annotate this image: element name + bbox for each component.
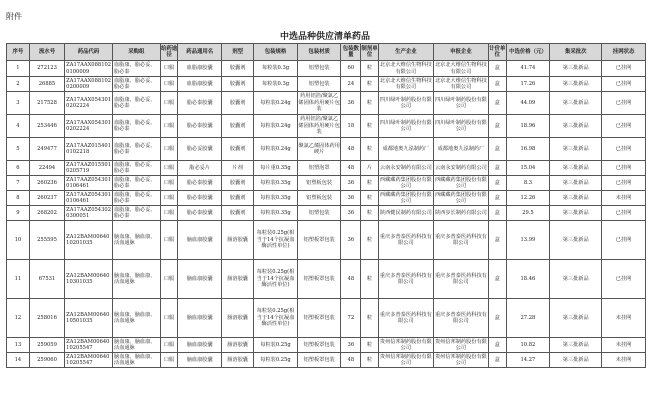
table-row	[7, 61, 646, 77]
cell-qty: 60	[341, 61, 361, 77]
cell-batch: 第三批新品	[550, 161, 602, 176]
table-row	[7, 299, 646, 338]
cell-no: 11	[7, 260, 30, 299]
cell-status: 已挂网	[602, 92, 646, 115]
cell-no: 8	[7, 191, 30, 206]
cell-serial: 67531	[29, 260, 64, 299]
cell-status: 已挂网	[602, 206, 646, 221]
cell-group: 血脂康、脂必妥、脂必泰	[112, 92, 160, 115]
cell-form: 肠溶胶囊	[222, 299, 254, 338]
cell-material: 铝塑板罩包装	[297, 221, 341, 260]
cell-batch: 第三批新品	[550, 221, 602, 260]
cell-status: 已挂网	[602, 115, 646, 138]
cell-batch: 第三批新品	[550, 353, 602, 368]
cell-status: 已挂网	[602, 61, 646, 77]
cell-group: 血脂康、脂必妥、脂必泰	[112, 115, 160, 138]
cell-spec: 每粒装0.25g	[254, 353, 298, 368]
cell-batch: 第三批新品	[550, 260, 602, 299]
cell-code: ZA12BAM0064010501035	[65, 299, 113, 338]
cell-route: 口服	[160, 138, 178, 161]
cell-route: 口服	[160, 115, 178, 138]
col-header: 给药途径	[160, 44, 178, 61]
cell-spec: 每粒装0.3g	[254, 61, 298, 77]
cell-form: 胶囊剂	[222, 77, 254, 92]
cell-qty: 48	[341, 161, 361, 176]
table-row	[7, 191, 646, 206]
cell-status: 已挂网	[602, 77, 646, 92]
cell-unit: 粒	[361, 115, 379, 138]
cell-applicant: 贵州信邦制药股份有限公司	[434, 338, 487, 351]
cell-maker: 云南永安制药有限公司	[378, 161, 433, 176]
cell-spec: 每粒装0.35g	[254, 176, 298, 191]
cell-price: 15.04	[506, 161, 550, 176]
table-row	[7, 115, 646, 138]
cell-price: 18.96	[506, 115, 550, 138]
cell-applicant: 北京北大维信生物科技有限公司	[434, 62, 487, 75]
cell-serial: 268202	[29, 206, 64, 221]
cell-group: 脑血康、脑血康、活血通脉	[112, 299, 160, 338]
col-header: 中选价格（元）	[506, 44, 550, 61]
cell-name: 脑血康胶囊	[178, 260, 222, 299]
cell-batch: 第三批新品	[550, 138, 602, 161]
cell-material: 铝塑板罩包装	[297, 299, 341, 338]
cell-qty: 48	[341, 260, 361, 299]
cell-qty: 18	[341, 115, 361, 138]
cell-price: 29.5	[506, 206, 550, 221]
cell-material: 铝塑包装	[297, 206, 341, 221]
cell-price: 10.82	[506, 338, 550, 353]
cell-no: 12	[7, 299, 30, 338]
cell-price: 41.74	[506, 61, 550, 77]
cell-price: 13.99	[506, 221, 550, 260]
cell-form: 肠溶胶囊	[222, 353, 254, 368]
cell-form: 胶囊剂	[222, 206, 254, 221]
cell-price-unit: 盒	[488, 77, 506, 92]
cell-route: 口服	[160, 221, 178, 260]
cell-form: 肠溶胶囊	[222, 260, 254, 299]
cell-code: ZA17AAX0881020200009	[66, 77, 112, 90]
cell-no: 1	[7, 61, 30, 77]
cell-route: 口服	[160, 161, 178, 176]
cell-unit: 粒	[361, 61, 379, 77]
cell-group: 血脂康、脂必妥、脂必泰	[112, 206, 160, 221]
cell-form: 胶囊剂	[222, 92, 254, 115]
cell-code: ZA12BAM0064010301035	[65, 260, 113, 299]
cell-route: 口服	[160, 191, 178, 206]
cell-qty: 36	[341, 221, 361, 260]
cell-batch: 第三批新品	[550, 61, 602, 77]
cell-form: 胶囊剂	[222, 191, 254, 206]
col-header: 包装规格	[254, 44, 298, 61]
cell-serial: 260236	[29, 176, 64, 191]
cell-qty: 72	[341, 299, 361, 338]
cell-qty: 36	[341, 176, 361, 191]
cell-maker: 重庆多普泰医药科技有限公司	[378, 299, 433, 338]
cell-no: 6	[7, 161, 30, 176]
cell-batch: 第三批新品	[550, 206, 602, 221]
cell-qty: 48	[341, 353, 361, 368]
cell-unit: 粒	[361, 176, 379, 191]
cell-maker: 北京北大维信生物科技有限公司	[379, 77, 432, 90]
cell-status: 未挂网	[602, 338, 646, 353]
cell-form: 片剂	[222, 161, 254, 176]
cell-code: ZA17AAZ0543010106461	[66, 176, 112, 189]
cell-serial: 255595	[29, 221, 64, 260]
table-row	[7, 353, 646, 368]
cell-spec: 每粒装0.35g	[254, 206, 298, 221]
cell-price: 14.27	[506, 353, 550, 368]
cell-code: ZA17AAZ0155010205719	[66, 161, 112, 174]
cell-code: ZA17AAX0543010202224	[65, 115, 113, 138]
cell-batch: 第三批新品	[550, 299, 602, 338]
cell-route: 口服	[160, 77, 178, 92]
cell-name: 脑血康胶囊	[178, 353, 222, 368]
cell-material: 铝塑板罩包装	[297, 353, 341, 368]
cell-name: 脂必泰胶囊	[178, 115, 222, 138]
cell-price: 16.98	[506, 138, 550, 161]
attachment-label: 附件	[6, 12, 22, 21]
cell-status: 未挂网	[602, 191, 646, 206]
cell-no: 9	[7, 206, 30, 221]
cell-applicant: 贵州信邦制药股份有限公司	[434, 353, 487, 366]
cell-no: 14	[7, 353, 30, 368]
cell-unit: 粒	[361, 191, 379, 206]
cell-maker: 贵州信邦制药股份有限公司	[379, 353, 432, 366]
cell-qty: 48	[341, 138, 361, 161]
cell-serial: 217528	[29, 92, 64, 115]
cell-price: 17.26	[506, 77, 550, 92]
cell-form: 肠溶胶囊	[222, 338, 254, 353]
cell-price-unit: 盒	[488, 353, 506, 368]
cell-status: 已挂网	[602, 176, 646, 191]
col-header: 挂网状态	[602, 44, 646, 61]
cell-material: 铝塑板罩包装	[297, 260, 341, 299]
cell-spec: 每粒装0.25g(相当于14个抗凝血酶活性单位)	[254, 221, 298, 260]
table-row	[7, 161, 646, 176]
cell-form: 胶囊剂	[222, 115, 254, 138]
cell-price-unit: 盒	[488, 161, 506, 176]
cell-material: 铝塑板罩包装	[297, 338, 341, 353]
col-header: 生产企业	[378, 44, 433, 61]
cell-route: 口服	[160, 338, 178, 353]
cell-form: 胶囊剂	[222, 61, 254, 77]
cell-applicant: 成都地奥九泓制药厂	[433, 138, 488, 161]
table-row	[7, 92, 646, 115]
cell-qty: 36	[341, 92, 361, 115]
table-row	[7, 221, 646, 260]
cell-unit: 粒	[361, 260, 379, 299]
cell-name: 血脂康胶囊	[178, 77, 222, 92]
cell-no: 3	[7, 92, 30, 115]
cell-group: 血脂康、脂必妥、脂必泰	[112, 191, 160, 206]
cell-spec: 每片重0.35g	[254, 161, 298, 176]
cell-no: 13	[7, 338, 30, 353]
cell-applicant: 重庆多普泰医药科技有限公司	[433, 260, 488, 299]
cell-spec: 每粒装0.25g(相当于14个抗凝血酶活性单位)	[254, 299, 298, 338]
cell-applicant: 西藏藏药集团股份有限公司	[434, 191, 487, 204]
cell-code: ZA17AAX0543010202224	[65, 92, 113, 115]
cell-material: 铝塑板包装	[297, 176, 341, 191]
col-header: 药品代码	[65, 44, 113, 61]
cell-maker: 四川绿叶制药股份有限公司	[378, 92, 433, 115]
cell-no: 4	[7, 115, 30, 138]
table-row	[7, 138, 646, 161]
cell-qty: 36	[341, 338, 361, 353]
cell-unit: 粒	[361, 221, 379, 260]
cell-material: 铝塑包装	[297, 77, 341, 92]
cell-applicant: 四川绿叶制药股份有限公司	[433, 115, 488, 138]
cell-price: 44.09	[506, 92, 550, 115]
cell-spec: 每粒装0.24g	[254, 92, 298, 115]
col-header: 集采批次	[550, 44, 602, 61]
cell-group: 血脂康、脂必妥、脂必泰	[112, 161, 160, 176]
cell-unit: 粒	[361, 77, 379, 92]
cell-route: 口服	[160, 353, 178, 368]
cell-spec: 每粒装0.24g	[254, 138, 298, 161]
cell-status: 未挂网	[602, 299, 646, 338]
cell-spec: 每粒装0.25g	[254, 338, 298, 353]
cell-applicant: 陕西步长制药有限公司	[433, 206, 488, 221]
cell-code: ZA17AAX0881020100009	[66, 62, 112, 75]
cell-group: 血脂康、脂必妥、脂必泰	[112, 61, 160, 77]
cell-maker: 北京北大维信生物科技有限公司	[379, 62, 432, 75]
table-row	[7, 338, 646, 353]
cell-name: 脂必泰胶囊	[178, 92, 222, 115]
cell-maker: 西藏藏药集团股份有限公司	[379, 191, 432, 204]
cell-name: 血脂康胶囊	[178, 61, 222, 77]
cell-code: ZA17AAZ0154010102218	[65, 138, 113, 161]
cell-maker: 西藏藏药集团股份有限公司	[379, 176, 432, 189]
cell-price-unit: 盒	[488, 92, 506, 115]
cell-group: 脑血康、脑血康、活血通脉	[112, 260, 160, 299]
cell-qty: 36	[341, 206, 361, 221]
col-header: 制剂单位	[361, 44, 379, 61]
cell-route: 口服	[160, 299, 178, 338]
cell-maker: 陕西健民制药有限公司	[378, 206, 433, 221]
cell-applicant: 西藏藏药集团股份有限公司	[434, 176, 487, 189]
cell-unit: 粒	[361, 338, 379, 353]
cell-unit: 粒	[361, 92, 379, 115]
cell-price: 12.26	[506, 191, 550, 206]
cell-maker: 重庆多普泰医药科技有限公司	[378, 221, 433, 260]
cell-form: 胶囊剂	[222, 138, 254, 161]
cell-spec: 每粒装0.25g(相当于14个抗凝血酶活性单位)	[254, 260, 298, 299]
cell-material: 铝塑板包装	[297, 191, 341, 206]
cell-batch: 第三批新品	[550, 338, 602, 353]
cell-unit: 粒	[361, 138, 379, 161]
col-header: 计价单位	[488, 44, 506, 61]
cell-no: 7	[7, 176, 30, 191]
cell-code: ZA12BAM0064010205547	[65, 353, 113, 368]
cell-status: 已挂网	[602, 138, 646, 161]
cell-status: 已挂网	[602, 161, 646, 176]
cell-status: 已挂网	[602, 260, 646, 299]
cell-price: 27.28	[506, 299, 550, 338]
cell-maker: 成都地奥九泓制药厂	[378, 138, 433, 161]
cell-name: 脂必泰胶囊	[178, 206, 222, 221]
col-header: 剂型	[222, 44, 254, 61]
cell-form: 肠溶胶囊	[222, 221, 254, 260]
cell-route: 口服	[160, 206, 178, 221]
cell-price: 8.3	[506, 176, 550, 191]
cell-status: 未挂网	[602, 353, 646, 368]
cell-material: 铝塑泡罩	[297, 161, 341, 176]
cell-price: 18.46	[506, 260, 550, 299]
cell-batch: 第三批新品	[550, 77, 602, 92]
cell-batch: 第三批新品	[550, 115, 602, 138]
cell-price-unit: 盒	[488, 191, 506, 206]
cell-applicant: 四川绿叶制药股份有限公司	[433, 92, 488, 115]
cell-spec: 每粒装0.3g	[254, 77, 298, 92]
table-row	[7, 176, 646, 191]
col-header: 包装材质	[297, 44, 341, 61]
cell-maker: 贵州信邦制药股份有限公司	[379, 338, 432, 351]
cell-price-unit: 盒	[488, 338, 506, 353]
cell-batch: 第三批新品	[550, 176, 602, 191]
cell-name: 脂必泰胶囊	[178, 191, 222, 206]
cell-price-unit: 盒	[488, 206, 506, 221]
cell-serial: 22494	[29, 161, 64, 176]
cell-unit: 粒	[361, 299, 379, 338]
cell-serial: 249477	[29, 138, 64, 161]
col-header: 药品通用名	[178, 44, 222, 61]
cell-route: 口服	[160, 260, 178, 299]
cell-serial: 259059	[29, 338, 64, 353]
cell-batch: 第三批新品	[550, 92, 602, 115]
cell-serial: 26885	[29, 77, 64, 92]
drug-supply-table	[6, 43, 646, 368]
cell-applicant: 北京北大维信生物科技有限公司	[434, 77, 487, 90]
cell-price-unit: 盒	[488, 138, 506, 161]
cell-qty: 36	[341, 191, 361, 206]
table-row	[7, 206, 646, 221]
cell-maker: 重庆多普泰医药科技有限公司	[378, 260, 433, 299]
cell-serial: 258016	[29, 299, 64, 338]
cell-serial: 253446	[29, 115, 64, 138]
cell-group: 脑血康、脑血康、活血通脉	[112, 221, 160, 260]
cell-spec: 每粒装0.35g	[254, 191, 298, 206]
cell-serial: 272123	[29, 61, 64, 77]
document-title: 中选品种供应清单药品	[279, 32, 370, 42]
cell-batch: 第三批新品	[550, 191, 602, 206]
table-row	[7, 260, 646, 299]
cell-unit: 粒	[361, 206, 379, 221]
cell-price-unit: 盒	[488, 221, 506, 260]
cell-no: 10	[7, 221, 30, 260]
cell-serial: 259060	[29, 353, 64, 368]
cell-name: 脂必泰胶囊	[178, 176, 222, 191]
cell-route: 口服	[160, 92, 178, 115]
cell-status: 已挂网	[602, 221, 646, 260]
cell-material: 聚氯乙烯固体药用硬片	[297, 138, 341, 161]
cell-code: ZA12BAM0064010205547	[65, 338, 113, 353]
cell-route: 口服	[160, 176, 178, 191]
cell-material: 药用铝箔/聚氯乙烯固体药用硬片包装	[297, 92, 341, 115]
table-header-row	[7, 44, 646, 61]
cell-group: 脑血康、脑血康、活血通脉	[112, 353, 160, 368]
cell-code: ZA17AAZ0543010106461	[66, 191, 112, 204]
cell-applicant: 重庆多普泰医药科技有限公司	[433, 221, 488, 260]
cell-serial: 260237	[29, 191, 64, 206]
cell-price-unit: 盒	[488, 61, 506, 77]
col-header: 包装数量	[341, 44, 361, 61]
cell-applicant: 重庆多普泰医药科技有限公司	[433, 299, 488, 338]
cell-form: 胶囊剂	[222, 176, 254, 191]
cell-name: 脑血康胶囊	[178, 338, 222, 353]
col-header: 流水号	[29, 44, 64, 61]
col-header: 申报企业	[433, 44, 488, 61]
cell-unit: 片	[361, 161, 379, 176]
cell-applicant: 云南永安制药有限公司	[433, 161, 488, 176]
cell-material: 铝塑包装	[297, 61, 341, 77]
cell-material: 药用铝箔/聚氯乙烯固体药用硬片包装	[297, 115, 341, 138]
cell-name: 脂必妥胶囊	[178, 138, 222, 161]
cell-group: 血脂康、脂必妥、脂必泰	[112, 138, 160, 161]
cell-price-unit: 盒	[488, 260, 506, 299]
cell-spec: 每粒装0.24g	[254, 115, 298, 138]
table-row	[7, 77, 646, 92]
cell-price-unit: 盒	[488, 176, 506, 191]
cell-price-unit: 盒	[488, 299, 506, 338]
col-header: 采购组	[112, 44, 160, 61]
cell-price-unit: 盒	[488, 115, 506, 138]
cell-code: ZA12BAM0064010201035	[65, 221, 113, 260]
cell-name: 脑血康胶囊	[178, 221, 222, 260]
cell-code: ZA17AAZ0543020300051	[66, 206, 112, 219]
cell-route: 口服	[160, 61, 178, 77]
cell-no: 2	[7, 77, 30, 92]
cell-unit: 粒	[361, 353, 379, 368]
cell-group: 脑血康、脑血康、活血通脉	[112, 338, 160, 353]
cell-maker: 四川绿叶制药股份有限公司	[378, 115, 433, 138]
cell-no: 5	[7, 138, 30, 161]
cell-group: 血脂康、脂必妥、脂必泰	[112, 176, 160, 191]
col-header: 序号	[7, 44, 30, 61]
cell-name: 脂必妥片	[178, 161, 222, 176]
cell-qty: 24	[341, 77, 361, 92]
cell-group: 血脂康、脂必妥、脂必泰	[112, 77, 160, 92]
cell-name: 脑血康胶囊	[178, 299, 222, 338]
